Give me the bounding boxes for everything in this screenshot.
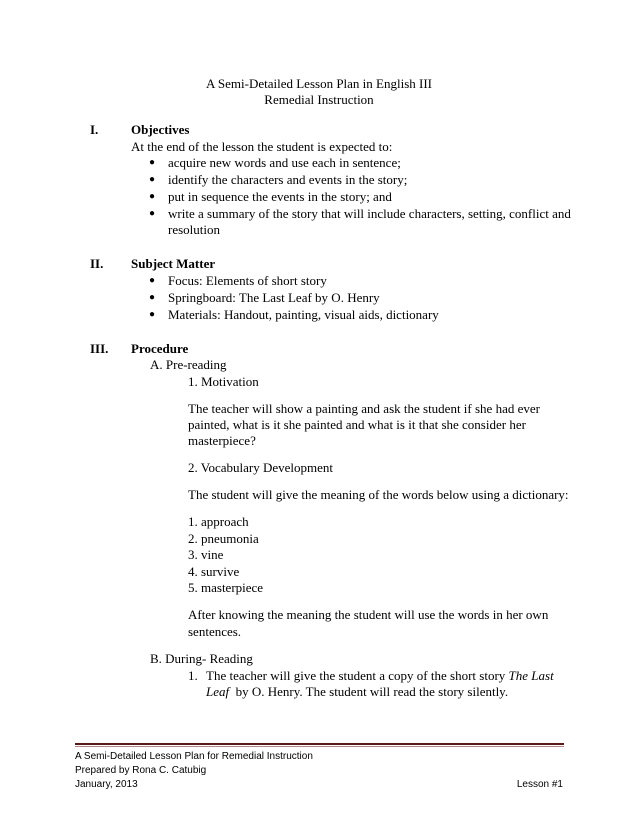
- section-2-heading: Subject Matter: [131, 256, 216, 271]
- bullet-icon: ●: [149, 174, 156, 185]
- footer-author: Prepared by Rona C. Catubig: [75, 765, 207, 776]
- section-1-heading: Objectives: [131, 122, 190, 137]
- bullet-icon: ●: [149, 208, 156, 219]
- bullet-icon: ●: [149, 275, 156, 286]
- after-vocabulary-text: sentences.: [188, 624, 242, 639]
- procedure-item-vocabulary: 2. Vocabulary Development: [188, 460, 334, 475]
- vocabulary-word: 1. approach: [188, 514, 249, 529]
- motivation-text: The teacher will show a painting and ask the student if she had ever: [188, 401, 540, 416]
- procedure-item-motivation: 1. Motivation: [188, 374, 259, 389]
- footer-lesson-number: Lesson #1: [516, 779, 563, 790]
- objective-item-continued: resolution: [168, 222, 220, 237]
- document-subtitle: Remedial Instruction: [264, 92, 374, 107]
- story-title-part1: The Last: [508, 668, 554, 683]
- section-3-heading: Procedure: [131, 341, 189, 356]
- during-reading-text: [206, 668, 554, 684]
- subject-item: Springboard: The Last Leaf by O. Henry: [168, 290, 380, 305]
- procedure-part-b: B. During- Reading: [150, 651, 253, 666]
- footer-rule: [75, 743, 564, 745]
- vocabulary-word: 4. survive: [188, 564, 240, 579]
- section-1-numeral: I.: [90, 122, 99, 137]
- vocabulary-intro: The student will give the meaning of the words below using a dictionary:: [188, 487, 569, 502]
- subject-item: Focus: Elements of short story: [168, 273, 327, 288]
- section-2-numeral: II.: [90, 256, 104, 271]
- vocabulary-word: 5. masterpiece: [188, 580, 264, 595]
- during-reading-text-a: The teacher will give the student a copy of the short story: [206, 668, 509, 683]
- during-reading-text-b: by O. Henry. The student will read the story silently.: [229, 684, 509, 699]
- objective-item: put in sequence the events in the story; and: [168, 189, 392, 204]
- bullet-icon: ●: [149, 191, 156, 202]
- subject-item: Materials: Handout, painting, visual aids, dictionary: [168, 307, 439, 322]
- document-title: A Semi-Detailed Lesson Plan in English III: [205, 76, 433, 91]
- procedure-part-a: A. Pre-reading: [150, 357, 227, 372]
- during-reading-number: 1.: [188, 668, 198, 683]
- vocabulary-word: 2. pneumonia: [188, 531, 259, 546]
- motivation-text: masterpiece?: [188, 433, 256, 448]
- footer-rule-secondary: [75, 746, 564, 747]
- motivation-text: painted, what is it she painted and what is it that she consider her: [188, 417, 526, 432]
- objective-item: acquire new words and use each in sentence;: [168, 155, 401, 170]
- vocabulary-word: 3. vine: [188, 547, 224, 562]
- footer-date: January, 2013: [75, 779, 138, 790]
- objective-item: identify the characters and events in the story;: [168, 172, 408, 187]
- after-vocabulary-text: After knowing the meaning the student will use the words in her own: [188, 607, 549, 622]
- during-reading-text-continued: [206, 684, 508, 700]
- bullet-icon: ●: [149, 292, 156, 303]
- bullet-icon: ●: [149, 309, 156, 320]
- story-title-part2: Leaf: [206, 684, 230, 699]
- objectives-intro: At the end of the lesson the student is expected to:: [131, 139, 393, 154]
- bullet-icon: ●: [149, 157, 156, 168]
- section-3-numeral: III.: [90, 341, 109, 356]
- footer-doc-title: A Semi-Detailed Lesson Plan for Remedial Instruction: [75, 751, 313, 762]
- objective-item: write a summary of the story that will include characters, setting, conflict and: [168, 206, 571, 221]
